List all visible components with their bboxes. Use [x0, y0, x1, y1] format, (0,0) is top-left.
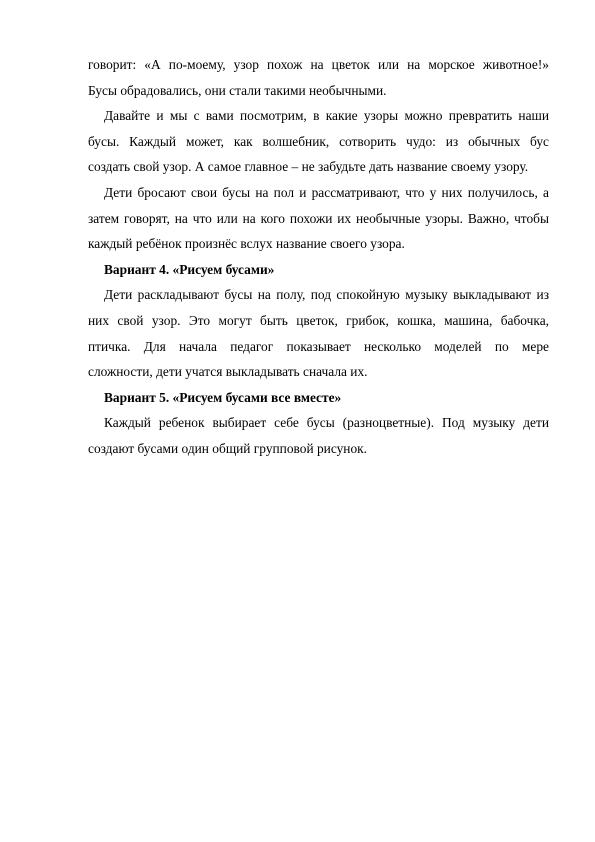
- paragraph-line: каждый ребёнок произнёс вслух название своего узора.: [88, 236, 405, 252]
- paragraph-line: Бусы обрадовались, они стали такими необычными.: [88, 82, 387, 98]
- paragraph-line: создать свой узор. А самое главное – не забудьте дать название своему узору.: [88, 159, 529, 175]
- paragraph-line: Давайте и мы с вами посмотрим, в какие узоры можно превратить наши: [104, 108, 549, 124]
- paragraph-line: говорит: «А по-моему, узор похож на цветок или на морское животное!»: [88, 57, 549, 72]
- section-heading: Вариант 5. «Рисуем бусами все вместе»: [104, 389, 342, 405]
- section-heading: Вариант 4. «Рисуем бусами»: [104, 261, 275, 277]
- paragraph-line: создают бусами один общий групповой рисунок.: [88, 440, 368, 456]
- paragraph-line: Дети раскладывают бусы на полу, под спокойную музыку выкладывают из: [104, 287, 549, 303]
- paragraph-line: птичка. Для начала педагог показывает несколько моделей по мере: [88, 338, 549, 354]
- paragraph-line: них свой узор. Это могут быть цветок, грибок, кошка, машина, бабочка,: [88, 312, 549, 328]
- paragraph-line: бусы. Каждый может, как волшебник, сотворить чудо: из обычных бус: [88, 133, 549, 149]
- paragraph-line: сложности, дети учатся выкладывать сначала их.: [88, 364, 368, 380]
- document-page: [88, 52, 549, 462]
- paragraph-line: Каждый ребенок выбирает себе бусы (разноцветные). Под музыку дети: [104, 415, 549, 431]
- paragraph-line: Дети бросают свои бусы на пол и рассматривают, что у них получилось, а: [104, 184, 549, 200]
- paragraph-line: затем говорят, на что или на кого похожи их необычные узоры. Важно, чтобы: [88, 210, 549, 226]
